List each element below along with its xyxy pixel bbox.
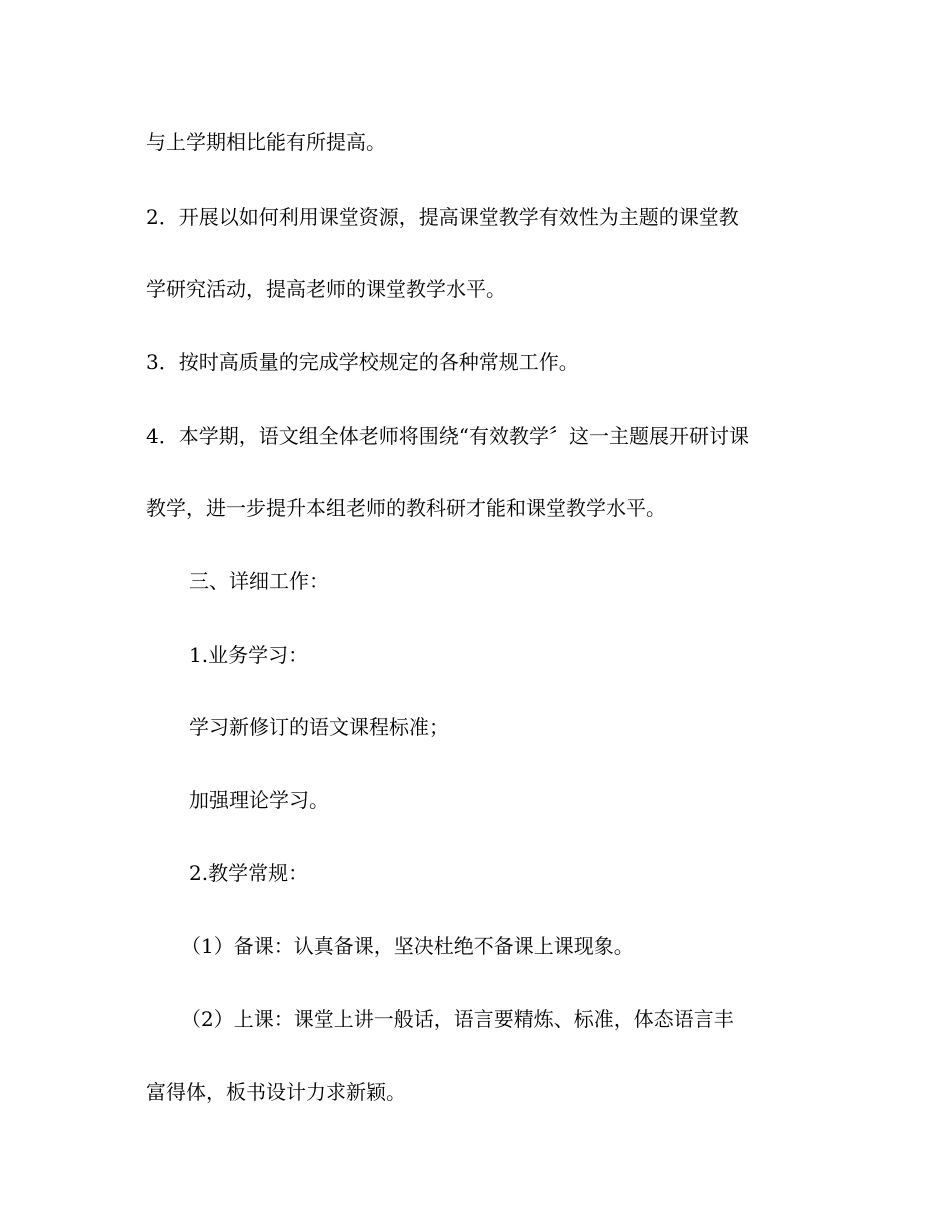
paragraph-line-14: 富得体，板书设计力求新颖。: [146, 1080, 406, 1104]
paragraph-line-10: 加强理论学习。: [189, 788, 329, 812]
paragraph-line-3: 学研究活动，提高老师的课堂教学水平。: [146, 277, 506, 301]
subheading-business-study: 1.业务学习：: [189, 643, 309, 667]
paragraph-line-12: （1）备课：认真备课，坚决杜绝不备课上课现象。: [181, 934, 634, 958]
paragraph-line-1: 与上学期相比能有所提高。: [146, 130, 386, 154]
subheading-teaching-routine: 2.教学常规：: [189, 861, 309, 885]
paragraph-line-4: 3．按时高质量的完成学校规定的各种常规工作。: [146, 350, 579, 374]
paragraph-line-2: 2．开展以如何利用课堂资源，提高课堂教学有效性为主题的课堂教: [146, 205, 739, 229]
paragraph-line-6: 教学，进一步提升本组老师的教科研才能和课堂教学水平。: [146, 496, 666, 520]
paragraph-line-13: （2）上课：课堂上讲一般话，语言要精炼、标准，体态语言丰: [181, 1007, 734, 1031]
section-heading: 三、详细工作：: [189, 569, 329, 593]
paragraph-line-9: 学习新修订的语文课程标准；: [189, 715, 449, 739]
paragraph-line-5: 4．本学期，语文组全体老师将围绕“有效教学〞这一主题展开研讨课: [146, 424, 749, 448]
